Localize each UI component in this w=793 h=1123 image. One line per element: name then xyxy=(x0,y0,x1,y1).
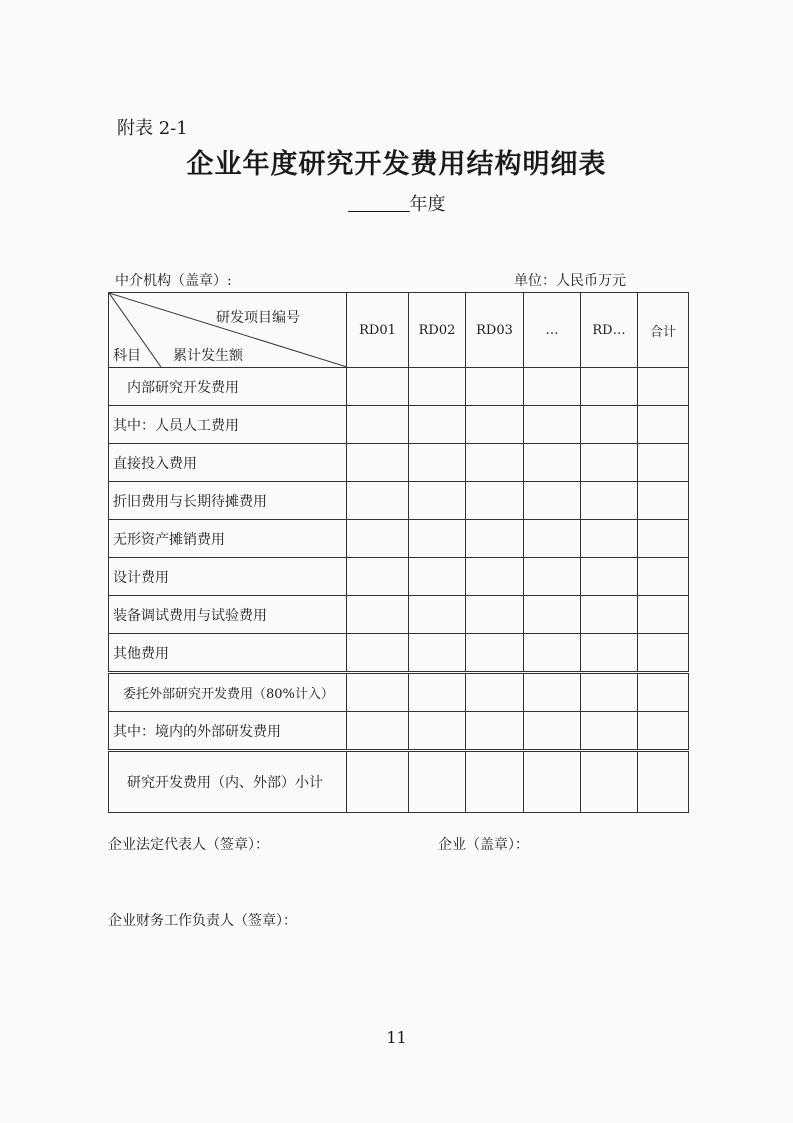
row-label: 委托外部研究开发费用（80%计入） xyxy=(109,673,347,712)
row-label: 装备调试费用与试验费用 xyxy=(109,596,347,634)
data-cell[interactable] xyxy=(638,482,689,520)
table-row xyxy=(109,712,689,751)
data-cell[interactable] xyxy=(524,751,581,813)
data-cell[interactable] xyxy=(638,406,689,444)
row-label: 设计费用 xyxy=(109,558,347,596)
data-cell[interactable] xyxy=(581,751,638,813)
data-cell[interactable] xyxy=(581,444,638,482)
table-row xyxy=(109,634,689,673)
data-cell[interactable] xyxy=(638,596,689,634)
data-cell[interactable] xyxy=(638,634,689,673)
data-cell[interactable] xyxy=(581,482,638,520)
attachment-label: 附表 2-1 xyxy=(117,118,188,139)
data-cell[interactable] xyxy=(466,482,524,520)
row-label: 研究开发费用（内、外部）小计 xyxy=(109,751,347,813)
data-cell[interactable] xyxy=(466,596,524,634)
row-label: 折旧费用与长期待摊费用 xyxy=(109,482,347,520)
table-row-total xyxy=(109,751,689,813)
currency-unit-label: 单位：人民币万元 xyxy=(514,273,626,289)
corner-subject-label: 科目 xyxy=(113,348,141,364)
table-row xyxy=(109,596,689,634)
data-cell[interactable] xyxy=(409,444,466,482)
data-cell[interactable] xyxy=(409,712,466,751)
data-cell[interactable] xyxy=(581,368,638,406)
corner-project-label: 研发项目编号 xyxy=(216,310,300,326)
row-label: 其中：人员人工费用 xyxy=(109,406,347,444)
data-cell[interactable] xyxy=(409,596,466,634)
data-cell[interactable] xyxy=(347,751,409,813)
data-cell[interactable] xyxy=(466,406,524,444)
page-title: 企业年度研究开发费用结构明细表 xyxy=(186,149,607,180)
table-row xyxy=(109,482,689,520)
data-cell[interactable] xyxy=(347,406,409,444)
table-row xyxy=(109,406,689,444)
corner-amount-label: 累计发生额 xyxy=(173,348,243,364)
year-suffix: 年度 xyxy=(409,194,446,215)
year-line xyxy=(0,190,793,216)
data-cell[interactable] xyxy=(581,634,638,673)
data-cell[interactable] xyxy=(638,558,689,596)
data-cell[interactable] xyxy=(347,712,409,751)
data-cell[interactable] xyxy=(638,712,689,751)
row-label: 无形资产摊销费用 xyxy=(109,520,347,558)
data-cell[interactable] xyxy=(409,520,466,558)
data-cell[interactable] xyxy=(524,673,581,712)
data-cell[interactable] xyxy=(524,520,581,558)
data-cell[interactable] xyxy=(409,406,466,444)
data-cell[interactable] xyxy=(524,596,581,634)
data-cell[interactable] xyxy=(638,751,689,813)
column-header: RD01 xyxy=(347,293,409,368)
data-cell[interactable] xyxy=(524,558,581,596)
data-cell[interactable] xyxy=(638,520,689,558)
data-cell[interactable] xyxy=(347,634,409,673)
column-header: … xyxy=(524,293,581,368)
data-cell[interactable] xyxy=(524,368,581,406)
row-label: 其中：境内的外部研发费用 xyxy=(109,712,347,751)
data-cell[interactable] xyxy=(466,444,524,482)
data-cell[interactable] xyxy=(466,673,524,712)
column-header: RD03 xyxy=(466,293,524,368)
data-cell[interactable] xyxy=(409,368,466,406)
data-cell[interactable] xyxy=(581,406,638,444)
data-cell[interactable] xyxy=(524,634,581,673)
data-cell[interactable] xyxy=(347,368,409,406)
data-cell[interactable] xyxy=(581,712,638,751)
row-label: 直接投入费用 xyxy=(109,444,347,482)
data-cell[interactable] xyxy=(409,558,466,596)
data-cell[interactable] xyxy=(409,751,466,813)
data-cell[interactable] xyxy=(466,751,524,813)
column-header: RD02 xyxy=(409,293,466,368)
corner-header-cell xyxy=(109,293,347,368)
table-row xyxy=(109,673,689,712)
row-label: 内部研究开发费用 xyxy=(109,368,347,406)
table-header-row xyxy=(109,293,689,368)
data-cell[interactable] xyxy=(524,444,581,482)
data-cell[interactable] xyxy=(581,673,638,712)
table-row xyxy=(109,444,689,482)
table-row xyxy=(109,368,689,406)
data-cell[interactable] xyxy=(466,558,524,596)
table-row xyxy=(109,520,689,558)
data-cell[interactable] xyxy=(524,406,581,444)
data-cell[interactable] xyxy=(524,482,581,520)
row-label: 其他费用 xyxy=(109,634,347,673)
data-cell[interactable] xyxy=(581,520,638,558)
data-cell[interactable] xyxy=(581,596,638,634)
column-header: RD… xyxy=(581,293,638,368)
data-cell[interactable] xyxy=(347,520,409,558)
data-cell[interactable] xyxy=(466,712,524,751)
data-cell[interactable] xyxy=(347,558,409,596)
data-cell[interactable] xyxy=(466,634,524,673)
data-cell[interactable] xyxy=(409,634,466,673)
data-cell[interactable] xyxy=(638,368,689,406)
expense-table-wrap xyxy=(108,292,688,818)
table-row xyxy=(109,558,689,596)
year-blank-field[interactable] xyxy=(348,193,410,212)
data-cell[interactable] xyxy=(466,520,524,558)
data-cell[interactable] xyxy=(347,596,409,634)
legal-rep-signature: 企业法定代表人（签章）： xyxy=(108,837,269,853)
data-cell[interactable] xyxy=(409,673,466,712)
data-cell[interactable] xyxy=(524,712,581,751)
corporate-seal-label: 企业（盖章）： xyxy=(438,837,529,853)
data-cell[interactable] xyxy=(347,482,409,520)
data-cell[interactable] xyxy=(347,444,409,482)
data-cell[interactable] xyxy=(466,368,524,406)
data-cell[interactable] xyxy=(638,673,689,712)
page-number: 11 xyxy=(386,1028,407,1047)
agency-seal-label: 中介机构（盖章）: xyxy=(115,273,232,289)
data-cell[interactable] xyxy=(409,482,466,520)
data-cell[interactable] xyxy=(581,558,638,596)
finance-head-signature: 企业财务工作负责人（签章）： xyxy=(108,913,297,929)
data-cell[interactable] xyxy=(347,673,409,712)
data-cell[interactable] xyxy=(638,444,689,482)
expense-table xyxy=(108,292,689,813)
column-header: 合计 xyxy=(638,293,689,368)
